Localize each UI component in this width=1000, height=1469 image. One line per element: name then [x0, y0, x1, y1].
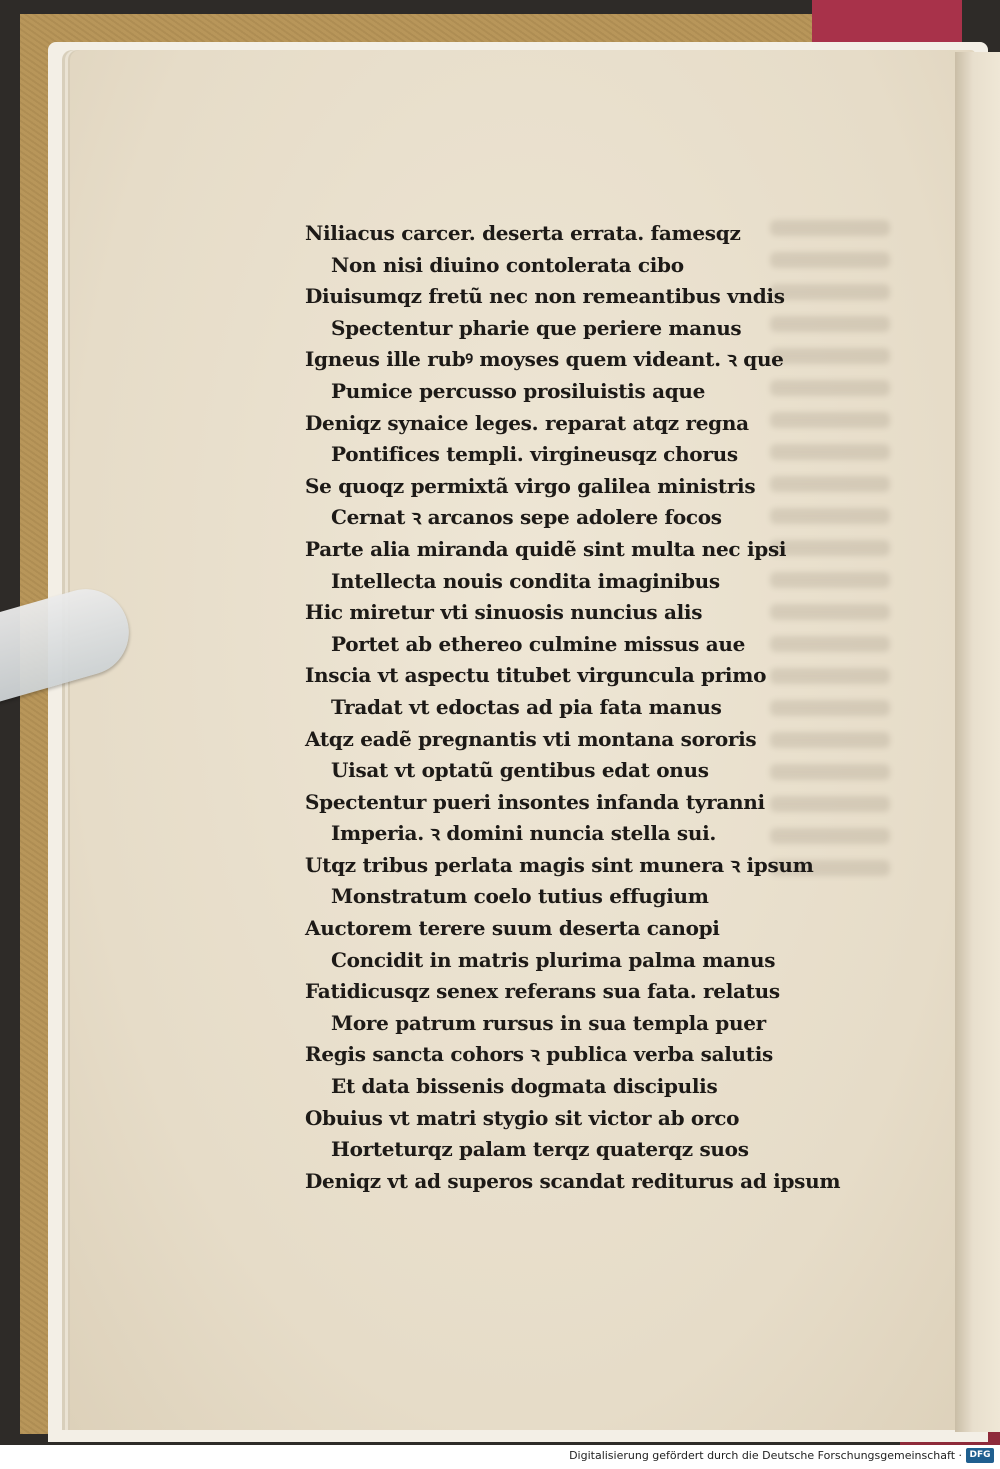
- verse-line: Spectentur pharie que periere manus: [331, 315, 742, 340]
- show-through-marks: [770, 220, 890, 920]
- verse-line: Hic miretur vti sinuosis nuncius alis: [305, 600, 703, 625]
- verse-line: Intellecta nouis condita imaginibus: [331, 568, 720, 593]
- red-book-edge: [812, 0, 962, 48]
- verse-line: Uisat vt optatũ gentibus edat onus: [331, 758, 709, 783]
- verse-line: Monstratum coelo tutius effugium: [331, 884, 709, 909]
- footer-bar: [0, 1445, 1000, 1469]
- verse-line: Fatidicusqz senex referans sua fata. relatus: [305, 979, 780, 1004]
- verse-line: Utqz tribus perlata magis sint munera ꝛ ipsum: [305, 852, 814, 877]
- verse-line: Portet ab ethereo culmine missus aue: [331, 631, 746, 656]
- verse-line: Deniqz vt ad superos scandat rediturus ad ipsum: [305, 1168, 841, 1193]
- verse-line: More patrum rursus in sua templa puer: [331, 1010, 766, 1035]
- verse-line: Parte alia miranda quidẽ sint multa nec ipsi: [305, 536, 787, 561]
- verse-line: Cernat ꝛ arcanos sepe adolere focos: [331, 505, 722, 530]
- verse-line: Spectentur pueri insontes infanda tyranni: [305, 789, 765, 814]
- verse-line: Auctorem terere suum deserta canopi: [305, 916, 720, 941]
- facing-page-edge: [955, 52, 1000, 1432]
- verse-line: Atqz eadẽ pregnantis vti montana sororis: [305, 726, 757, 751]
- verse-line: Horteturqz palam terqz quaterqz suos: [331, 1137, 749, 1162]
- verse-line: Concidit in matris plurima palma manus: [331, 947, 776, 972]
- verse-line: Imperia. ꝛ domini nuncia stella sui.: [331, 821, 717, 846]
- verse-line: Non nisi diuino contolerata cibo: [331, 252, 684, 277]
- dfg-logo-icon: DFG: [966, 1448, 994, 1463]
- verse-line: Deniqz synaice leges. reparat atqz regna: [305, 410, 749, 435]
- verse-line: Pumice percusso prosiluistis aque: [331, 378, 706, 403]
- verse-line: Obuius vt matri stygio sit victor ab orco: [305, 1105, 740, 1130]
- verse-line: Inscia vt aspectu titubet virguncula primo: [305, 663, 767, 688]
- verse-line: Regis sancta cohors ꝛ publica verba salutis: [305, 1042, 773, 1067]
- verse-line: Pontifices templi. virgineusqz chorus: [331, 442, 738, 467]
- verse-line: Tradat vt edoctas ad pia fata manus: [331, 694, 722, 719]
- verse-line: Niliacus carcer. deserta errata. famesqz: [305, 221, 741, 245]
- verse-text-block: [305, 218, 841, 1197]
- verse-line: Igneus ille rubꝰ moyses quem videant. ꝛ que: [305, 347, 784, 372]
- verse-line: Diuisumqz fretũ nec non remeantibus vndis: [305, 284, 785, 309]
- footer-credit-text: Digitalisierung gefördert durch die Deutsche Forschungsgemeinschaft ·: [569, 1449, 962, 1462]
- verse-line: Et data bissenis dogmata discipulis: [331, 1074, 718, 1099]
- verse-line: Se quoqz permixtã virgo galilea ministris: [305, 473, 756, 498]
